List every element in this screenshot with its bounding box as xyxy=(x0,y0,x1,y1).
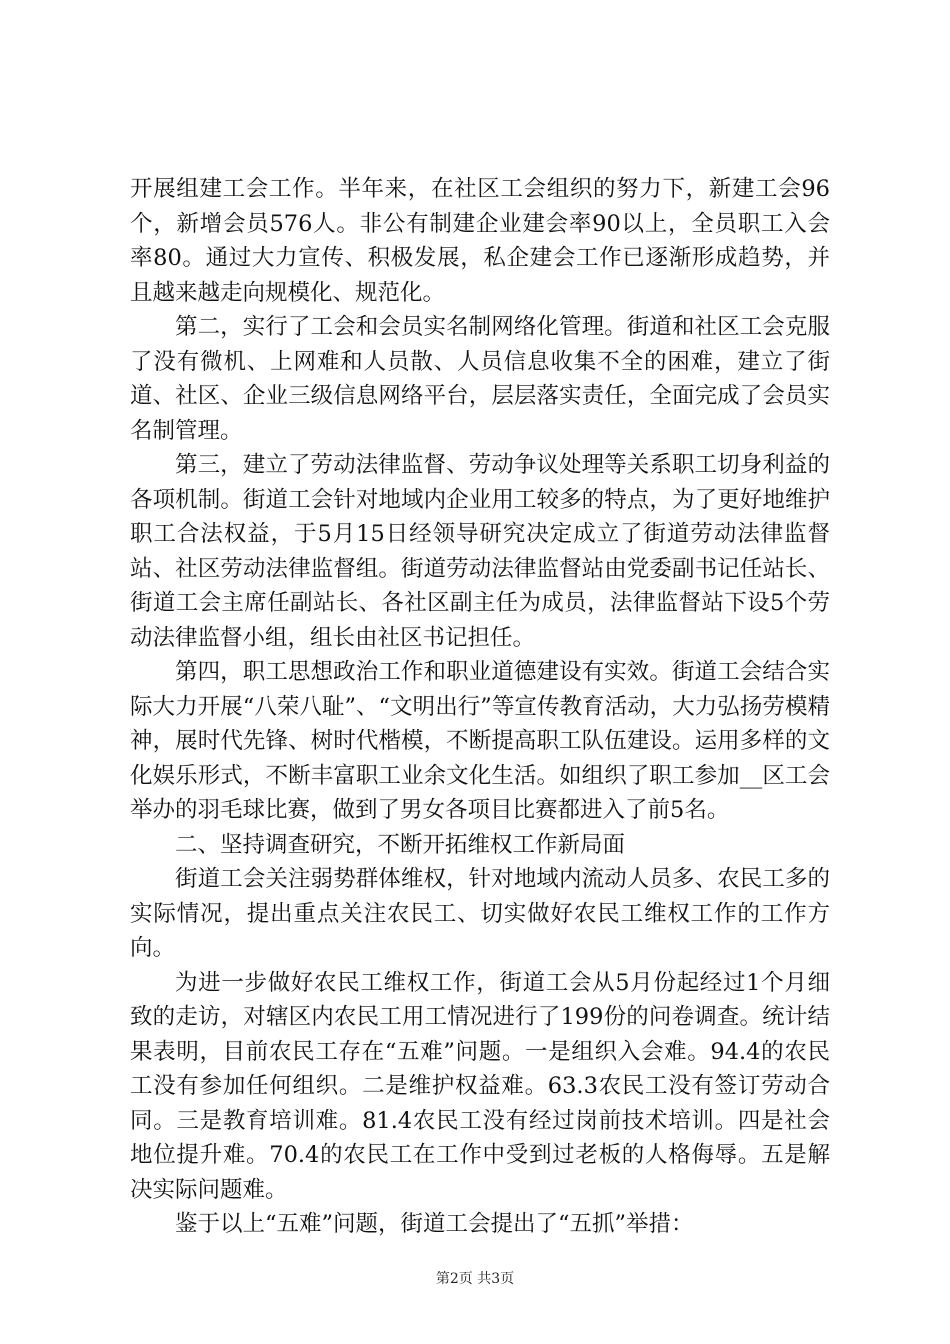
section-heading-two: 二、坚持调查研究，不断开拓维权工作新局面 xyxy=(175,831,626,858)
page-number-footer: 第2页 共3页 xyxy=(435,1271,515,1287)
document-body xyxy=(130,172,830,1242)
paragraph-migrant-focus: 街道工会关注弱势群体维权，针对地域内流动人员多、农民工多的实际情况，提出重点关注农民工、切实做好农民工维权工作的工作方向。 xyxy=(130,866,830,961)
paragraph-second-point: 第二，实行了工会和会员实名制网络化管理。街道和社区工会克服了没有微机、上网难和人员散、人员信息收集不全的困难，建立了街道、社区、企业三级信息网络平台，层层落实责任，全面完成了会员实名制管理。 xyxy=(130,314,830,444)
paragraph-continuation: 开展组建工会工作。半年来，在社区工会组织的努力下，新建工会96个，新增会员576人。非公有制建企业建会率90以上，全员职工入会率80。通过大力宣传、积极发展，私企建会工作已逐渐形成趋势，并且越来越走向规模化、规范化。 xyxy=(130,176,830,306)
paragraph-third-point: 第三，建立了劳动法律监督、劳动争议处理等关系职工切身利益的各项机制。街道工会针对地域内企业用工较多的特点，为了更好地维护职工合法权益，于5月15日经领导研究决定成立了街道劳动法律监督站、社区劳动法律监督组。街道劳动法律监督站由党委副书记任站长、街道工会主席任副站长、各社区副主任为成员，法律监督站下设5个劳动法律监督小组，组长由社区书记担任。 xyxy=(130,452,830,651)
paragraph-five-measures: 鉴于以上“五难”问题，街道工会提出了“五抓”举措： xyxy=(175,1211,694,1237)
paragraph-fourth-point: 第四，职工思想政治工作和职业道德建设有实效。街道工会结合实际大力开展“八荣八耻”、“文明出行”等宣传教育活动，大力弘扬劳模精神，展时代先锋、树时代楷模，不断提高职工队伍建设。运用多样的文化娱乐形式，不断丰富职工业余文化生活。如组织了职工参加__区工会举办的羽毛球比赛，做到了男女各项目比赛都进入了前5名。 xyxy=(130,659,830,823)
paragraph-survey-results: 为进一步做好农民工维权工作，街道工会从5月份起经过1个月细致的走访，对辖区内农民工用工情况进行了199份的问卷调查。统计结果表明，目前农民工存在“五难”问题。一是组织入会难。94.4的农民工没有参加任何组织。二是维护权益难。63.3农民工没有签订劳动合同。三是教育培训难。81.4农民工没有经过岗前技术培训。四是社会地位提升难。70.4的农民工在工作中受到过老板的人格侮辱。五是解决实际问题难。 xyxy=(130,969,830,1203)
